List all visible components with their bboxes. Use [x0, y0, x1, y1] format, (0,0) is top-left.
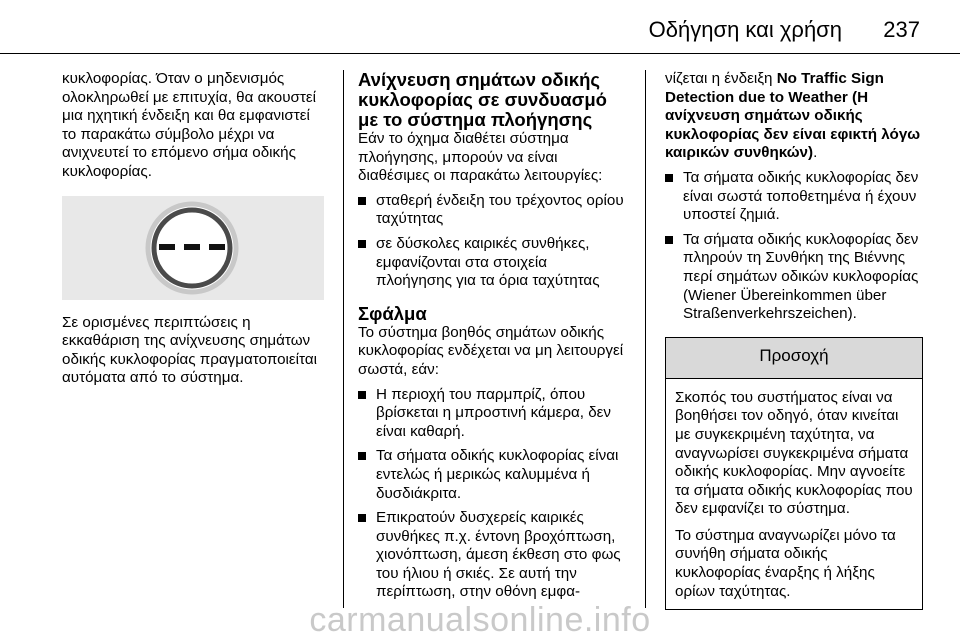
list-item: Επικρατούν δυσχερείς καιρικές συνθήκες π.χ. έντονη βροχόπτωση, χιονόπτωση, άμεση έκθεση στο φως του ήλιου ή σκιές. Σε αυτή την περίπτωση, στην οθόνη εμφα-	[358, 509, 626, 602]
col2-intro-2: Το σύστημα βοηθός σημάτων οδικής κυκλοφορίας ενδέχεται να μη λειτουργεί σωστά, εάν:	[358, 323, 624, 378]
list-item: σταθερή ένδειξη του τρέχοντος ορίου ταχύτητας	[358, 192, 626, 229]
page-header	[0, 0, 960, 62]
list-item: Τα σήματα οδικής κυκλοφορίας είναι εντελώς ή μερικώς καλυμμένα ή δυσδιάκριτα.	[358, 447, 626, 503]
col1-paragraph-1: κυκλοφορίας. Όταν ο μηδενισμός ολοκληρωθεί με επιτυχία, θα ακουστεί μια ηχητική ένδειξη και θα εμφανιστεί το παρακάτω σύμβολο μέχρι να ανιχνευτεί το επόμενο σήμα οδικής κυκλοφορίας.	[62, 70, 317, 180]
warning-paragraph-2: Το σύστημα αναγνωρίζει μόνο τα συνήθη σήματα οδικής κυκλοφορίας έναρξης ή λήξης ορίων ταχύτητας.	[675, 526, 896, 600]
warning-body	[666, 379, 922, 610]
col1-paragraph-2: Σε ορισμένες περιπτώσεις η εκκαθάριση της ανίχνευσης σημάτων οδικής κυκλοφορίας πραγματοποιείται αυτόματα από το σύστημα.	[62, 313, 317, 387]
warning-paragraph-1: Σκοπός του συστήματος είναι να βοηθήσει τον οδηγό, όταν κινείται με συγκεκριμένη ταχύτητα, να αναγνωρίσει συγκεκριμένα σήματα οδικής κυκλοφορίας. Μην αγνοείτε τα σήματα οδικής κυκλοφορίας που δεν εμφανίζει το σύστημα.	[675, 388, 913, 518]
list-item: Τα σήματα οδικής κυκλοφορίας δεν πληρούν τη Συνθήκη της Βιέννης περί σημάτων οδικών κυκλοφορίας (Wiener Übereinkommen über Straßenverkehrszeichen).	[665, 231, 923, 324]
column-divider-1	[343, 70, 344, 608]
column-3	[665, 70, 923, 610]
column-2	[358, 70, 626, 608]
page-number: 237	[883, 17, 920, 42]
column-divider-2	[645, 70, 646, 608]
display-message: No Traffic Sign Detection due to Weather (Η ανίχνευση σημάτων οδικής κυκλοφορίας δεν είναι εφικτή λόγω καιρικών συνθηκών)	[665, 70, 921, 162]
column-1	[62, 70, 324, 388]
continuation-text: νίζεται η ένδειξη	[665, 70, 773, 87]
watermark: carmanualsonline.info	[309, 601, 651, 639]
section-heading-navigation: Ανίχνευση σημάτων οδικής κυκλοφορίας σε συνδυασμό με το σύστημα πλοήγησης	[358, 69, 607, 130]
list-item: Η περιοχή του παρμπρίζ, όπου βρίσκεται η μπροστινή κάμερα, δεν είναι καθαρή.	[358, 386, 626, 442]
col2-bullet-list-2	[358, 386, 626, 603]
header-rule	[0, 53, 960, 54]
no-sign-icon	[142, 198, 242, 298]
warning-title: Προσοχή	[666, 338, 922, 379]
col3-bullet-list	[665, 169, 923, 324]
page-title: Οδήγηση και χρήση	[648, 17, 842, 42]
col2-intro: Εάν το όχημα διαθέτει σύστημα πλοήγησης, μπορούν να είναι διαθέσιμες οι παρακάτω λειτουργίες:	[358, 130, 603, 185]
sign-illustration	[62, 196, 324, 300]
col2-bullet-list	[358, 192, 626, 291]
section-heading-fault: Σφάλμα	[358, 302, 427, 324]
list-item: Τα σήματα οδικής κυκλοφορίας δεν είναι σωστά τοποθετημένα ή έχουν υποστεί ζημιά.	[665, 169, 923, 225]
continuation-end: .	[813, 144, 818, 162]
list-item: σε δύσκολες καιρικές συνθήκες, εμφανίζονται στα στοιχεία πλοήγησης για τα όρια ταχύτητας	[358, 235, 626, 291]
warning-box	[665, 337, 923, 611]
col3-continuation	[665, 70, 923, 163]
